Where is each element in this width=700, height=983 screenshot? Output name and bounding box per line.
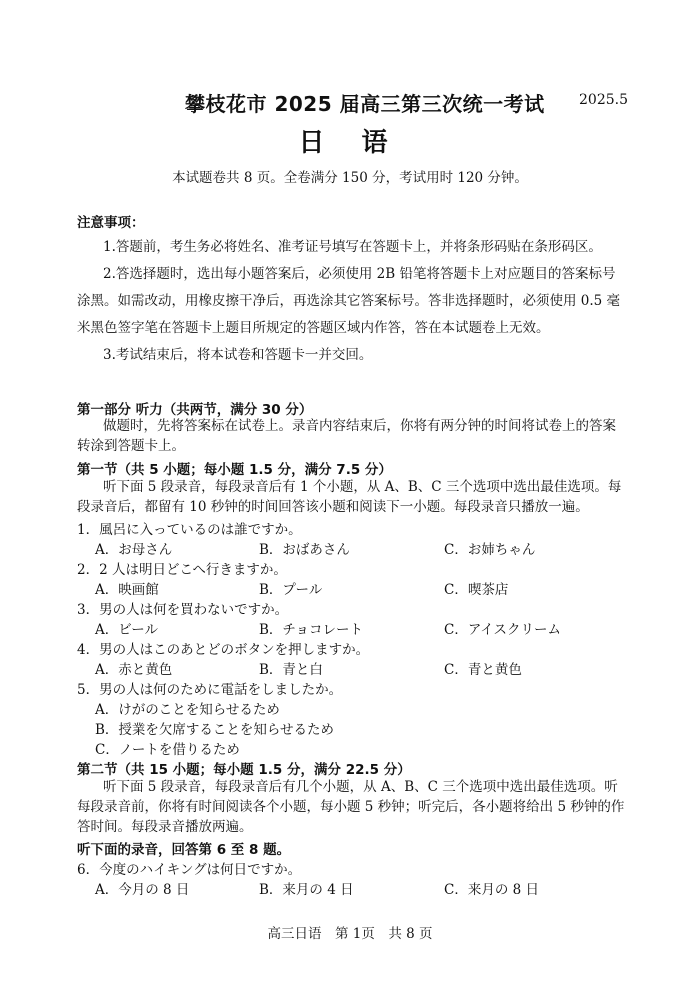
- q5-option-a: A．けがのことを知らせるため: [95, 702, 280, 718]
- page-footer: 高三日语 第 1页 共 8 页: [267, 926, 433, 942]
- q5-option-b: B．授業を欠席することを知らせるため: [95, 722, 335, 738]
- question-3: 3．男の人は何を買わないですか。: [77, 602, 289, 618]
- title-row: [0, 88, 700, 114]
- q1-option-a: A．お母さん: [95, 542, 173, 558]
- q2-option-c: C．喫茶店: [444, 582, 509, 598]
- q3-option-b: B．チョコレート: [259, 622, 364, 638]
- q6-option-c: C．来月の 8 日: [444, 882, 540, 898]
- q2-option-a: A．映画館: [95, 582, 159, 598]
- q6-option-a: A．今月の 8 日: [95, 882, 190, 898]
- question-6: 6．今度のハイキングは何日ですか。: [77, 862, 302, 878]
- q4-option-c: C．青と黄色: [444, 662, 522, 678]
- exam-title: 攀枝花市 2025 届高三第三次统一考试: [185, 92, 545, 116]
- question-2: 2．2 人は明日どこへ行きますか。: [77, 562, 287, 578]
- q3-option-a: A．ビール: [95, 622, 158, 638]
- q4-option-b: B．青と白: [259, 662, 323, 678]
- notice-item-3: 3.考试结束后，将本试卷和答题卡一并交回。: [103, 347, 373, 363]
- section2-heading: 第二节（共 15 小题；每小题 1.5 分，满分 22.5 分）: [77, 762, 411, 778]
- question-4: 4．男の人はこのあとどのボタンを押しますか。: [77, 642, 370, 658]
- section2-instruction: 听下面 5 段录音，每段录音后有几个小题，从 A、B、C 三个选项中选出最佳选项。听每段录音前，你将有时间阅读各个小题，每小题 5 秒钟；听完后，各小题将给出 5 秒钟的作答时间。每段录音播放两遍。: [77, 779, 625, 835]
- q1-option-b: B．おばあさん: [259, 542, 350, 558]
- q4-option-a: A．赤と黄色: [95, 662, 173, 678]
- q3-option-c: C．アイスクリーム: [444, 622, 561, 638]
- exam-date: 2025.5: [579, 92, 628, 108]
- notice-heading: 注意事项：: [77, 215, 145, 231]
- section1-instruction: 听下面 5 段录音，每段录音后有 1 个小题，从 A、B、C 三个选项中选出最佳选项。每段录音后，都留有 10 秒钟的时间回答该小题和阅读下一小题。每段录音只播放一遍。: [77, 479, 622, 515]
- notice-item-2: 2.答选择题时，选出每小题答案后，必须使用 2B 铅笔将答题卡上对应题目的答案标号涂黑。如需改动，用橡皮擦干净后，再选涂其它答案标号。答非选择题时，必须使用 0.5 毫米黑色签字笔在答题卡上题目所规定的答题区域内作答，答在本试题卷上无效。: [77, 266, 621, 336]
- section2-subheading: 听下面的录音，回答第 6 至 8 题。: [77, 842, 291, 858]
- part1-heading: 第一部分 听力（共两节，满分 30 分）: [77, 402, 313, 418]
- notice-item-1: 1.答题前，考生务必将姓名、准考证号填写在答题卡上，并将条形码贴在条形码区。: [103, 239, 602, 255]
- q2-option-b: B．プール: [259, 582, 323, 598]
- section1-heading: 第一节（共 5 小题；每小题 1.5 分，满分 7.5 分）: [77, 462, 392, 478]
- subject-title: 日 语: [298, 128, 402, 158]
- part1-instruction: 做题时，先将答案标在试卷上。录音内容结束后，你将有两分钟的时间将试卷上的答案转涂到答题卡上。: [77, 418, 616, 454]
- question-5: 5．男の人は何のために電話をしましたか。: [77, 682, 343, 698]
- q1-option-c: C．お姉ちゃん: [444, 542, 536, 558]
- q5-option-c: C．ノートを借りるため: [95, 742, 240, 758]
- exam-intro: 本试题卷共 8 页。全卷满分 150 分，考试用时 120 分钟。: [172, 170, 528, 186]
- q6-option-b: B．来月の 4 日: [259, 882, 354, 898]
- question-1: 1．風呂に入っているのは誰ですか。: [77, 522, 302, 538]
